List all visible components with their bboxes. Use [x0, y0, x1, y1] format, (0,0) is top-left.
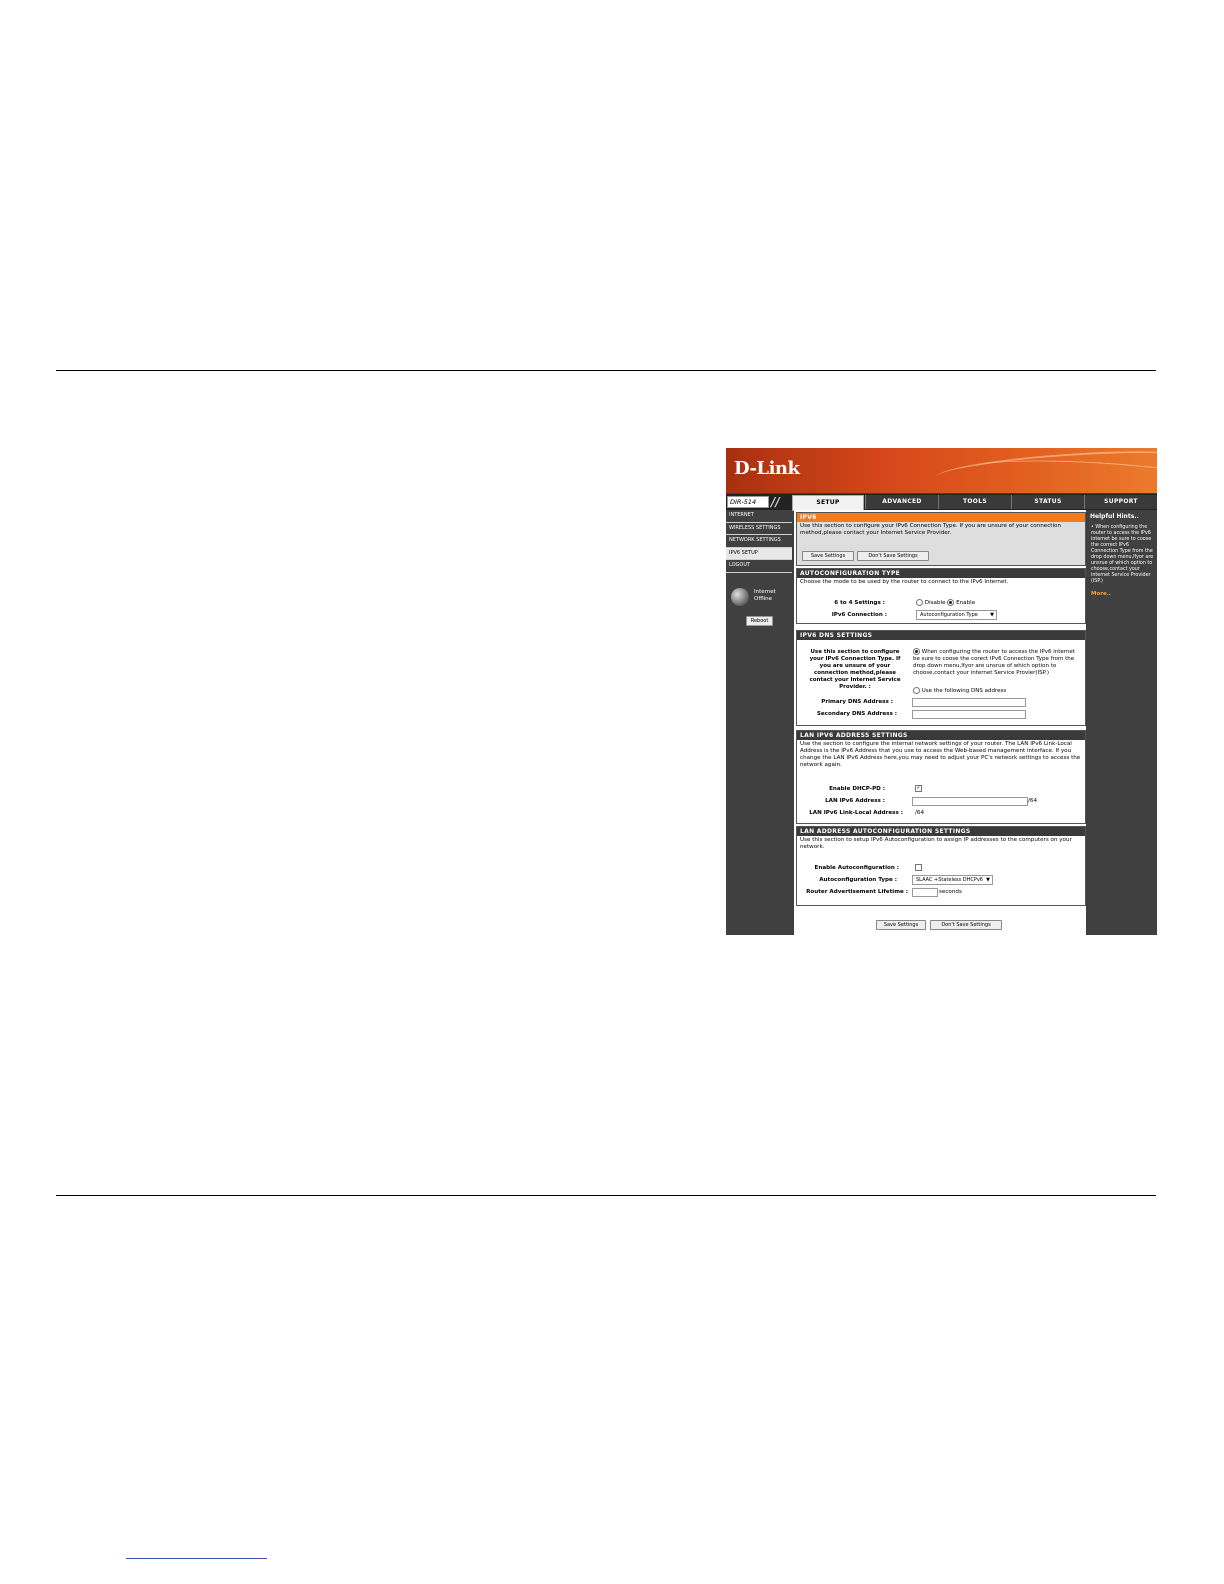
dhcp-pd-checkbox[interactable]: ✓ — [916, 785, 921, 791]
lan-ipv6-address-label: LAN IPv6 Address : — [825, 798, 885, 804]
sidebar-item-wireless-settings[interactable]: WIRELESS SETTINGS — [726, 523, 792, 536]
ipv6-connection-select[interactable] — [916, 610, 997, 620]
left-sidebar — [726, 510, 792, 935]
autoconfiguration-description: Choose the mode to be used by the router to connect to the IPv6 Internet. — [800, 579, 1009, 585]
tab-setup[interactable]: SETUP — [792, 495, 864, 511]
save-settings-button[interactable]: Save Settings — [802, 551, 854, 561]
dns-left-text: Use this section to configure your IPv6 Connection Type. If you are unsure of your connection method,please contact your Internet Service Provider. : — [809, 649, 901, 690]
lan-ipv6-address-input[interactable] — [912, 797, 1028, 806]
internet-status-line1: Internet — [754, 589, 776, 595]
enable-autoconfiguration-checkbox[interactable] — [915, 864, 922, 871]
lan-ipv6-description: Use the section to configure the internal network settings of your router. The LAN IPv6 Link-Local Address is the IPv6 Address that you use to access the Web-based management interface. If you change the LAN IPv6 Address here,you may need to adjust your PC's network settings to access the network again. — [800, 741, 1081, 768]
secondary-dns-label: Secondary DNS Address : — [816, 711, 897, 717]
helpful-hints-sidebar — [1088, 510, 1157, 935]
dns-auto-radio[interactable] — [913, 648, 920, 655]
globe-icon — [731, 588, 749, 606]
lan-ipv6-panel — [796, 730, 1086, 824]
helpful-hints-body: • When configuring the router to access the IPv6 internet be sure to coose the correct IPv6 Connection Type from the drop down menu,Ifyor are unsrue of which option to choose,contact your internet Service Provider (ISP.) — [1091, 525, 1154, 584]
brand-logo: D-Link — [734, 458, 800, 479]
enable-label: Enable — [956, 600, 976, 606]
ipv6-connection-value: Autoconfiguration Type — [920, 612, 978, 618]
more-link[interactable]: More.. — [1091, 591, 1111, 597]
top-rule — [56, 370, 1156, 371]
disable-radio[interactable] — [916, 599, 923, 606]
six-to-four-options — [916, 599, 975, 606]
chevron-down-icon: ▼ — [990, 612, 994, 618]
lan-autoconfiguration-panel — [796, 826, 1086, 906]
helpful-hints-title: Helpful Hints.. — [1090, 513, 1139, 520]
ipv6-description: Use this section to configure your IPv6 Connection Type. If you are unsure of your connection method,please contact your Internet Service Provider. — [800, 523, 1062, 536]
dns-settings-panel — [796, 630, 1086, 726]
tab-advanced[interactable]: ADVANCED — [865, 495, 938, 509]
reboot-button[interactable]: Reboot — [746, 616, 773, 626]
enable-autoconfiguration-label: Enable Autoconfiguration : — [814, 865, 899, 871]
dns-option-2-text: Use the following DNS address — [921, 688, 1007, 694]
bottom-dont-save-settings-button[interactable]: Don't Save Settings — [930, 920, 1002, 930]
tab-support[interactable]: SUPPORT — [1084, 495, 1157, 509]
sidebar-item-internet[interactable]: INTERNET — [726, 510, 792, 523]
link-local-value: /64 — [915, 810, 925, 816]
primary-dns-label: Primary DNS Address : — [821, 699, 893, 705]
dont-save-settings-button[interactable]: Don't Save Settings — [857, 551, 929, 561]
chevron-down-icon: ▼ — [986, 877, 990, 883]
dns-option-1-text: When configuring the router to access the IPv6 internet be sure to coose the corect IPv6 Connection Type from the drop down menu,Ifyor are unsrue of which option to choose,contact your internet Service Provier(ISP.) — [913, 649, 1075, 676]
sidebar-item-logout[interactable]: LOGOUT — [726, 560, 792, 573]
lifetime-unit: seconds — [939, 889, 962, 895]
autoconfiguration-type-select[interactable] — [912, 875, 993, 885]
secondary-dns-input[interactable] — [912, 710, 1026, 719]
primary-dns-input[interactable] — [912, 698, 1026, 707]
ipv6-title: IPV6 — [797, 513, 1085, 522]
lan-ipv6-title: LAN IPV6 ADDRESS SETTINGS — [797, 731, 1085, 740]
autoconfiguration-title: AUTOCONFIGURATION TYPE — [797, 569, 1085, 578]
tab-status[interactable]: STATUS — [1011, 495, 1084, 509]
autoconfiguration-type-label: Autoconfiguration Type : — [819, 877, 897, 883]
bottom-save-settings-button[interactable]: Save Settings — [876, 920, 926, 930]
router-advertisement-lifetime-label: Router Advertisement Lifetime : — [806, 889, 908, 895]
dns-option-2 — [913, 687, 1006, 694]
lan-autoconfiguration-description: Use this section to setup IPv6 Autoconfiguration to assign IP addresses to the computers on your network. — [800, 837, 1072, 850]
autoconfiguration-type-value: SLAAC +Stateless DHCPv6 — [916, 877, 983, 883]
internet-status — [754, 589, 776, 603]
disable-label: Disable — [924, 600, 946, 606]
dns-option-1 — [913, 648, 1081, 677]
router-screenshot — [726, 448, 1157, 935]
ipv6-connection-label: IPv6 Connection : — [831, 612, 887, 618]
six-to-four-label: 6 to 4 Settings : — [834, 600, 885, 606]
top-nav — [726, 494, 1157, 510]
bottom-rule — [56, 1195, 1156, 1196]
internet-status-line2: Offline — [754, 596, 773, 602]
lan-autoconfiguration-title: LAN ADDRESS AUTOCONFIGURATION SETTINGS — [797, 827, 1085, 836]
footer-link-underline[interactable] — [126, 1558, 267, 1559]
lan-ipv6-address-suffix: /64 — [1028, 798, 1038, 804]
dhcp-pd-label: Enable DHCP-PD : — [829, 786, 885, 792]
header-banner — [726, 448, 1157, 493]
main-content — [794, 510, 1086, 935]
router-advertisement-lifetime-input[interactable] — [912, 888, 938, 897]
dns-manual-radio[interactable] — [913, 687, 920, 694]
autoconfiguration-panel — [796, 568, 1086, 624]
sidebar-item-ipv6-setup[interactable]: IPV6 SETUP — [726, 548, 792, 561]
ipv6-panel — [796, 512, 1086, 566]
dns-settings-title: IPV6 DNS SETTINGS — [797, 631, 1085, 640]
link-local-label: LAN IPv6 Link-Local Address : — [809, 810, 903, 816]
tab-tools[interactable]: TOOLS — [938, 495, 1011, 509]
divider-slashes: // — [771, 495, 780, 509]
enable-radio[interactable] — [947, 599, 954, 606]
model-label: DIR-514 — [727, 496, 769, 508]
sidebar-item-network-settings[interactable]: NETWORK SETTINGS — [726, 535, 792, 548]
